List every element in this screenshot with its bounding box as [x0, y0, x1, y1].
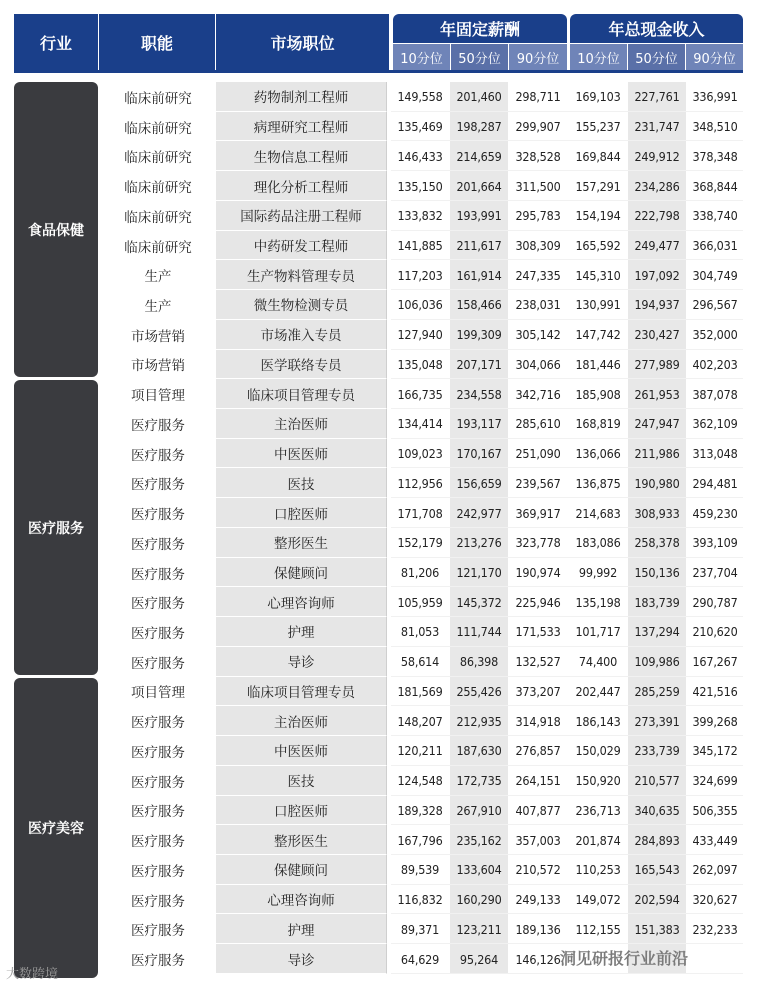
total-p90-cell: 232,233	[692, 921, 738, 937]
group-medical-service: 医疗服务	[14, 380, 98, 675]
header-fixed-salary: 年固定薪酬	[393, 14, 567, 43]
fixed-p10-cell: 166,735	[397, 386, 443, 402]
table-row	[98, 528, 743, 558]
position-cell: 理化分析工程师	[216, 171, 387, 201]
fixed-p10-cell: 120,211	[397, 743, 443, 759]
fixed-p10-cell: 58,614	[400, 654, 440, 670]
fixed-p50-cell: 234,558	[450, 379, 508, 409]
position-cell: 中医医师	[216, 736, 387, 766]
position-cell: 口腔医师	[216, 796, 387, 826]
total-p50-cell: 284,893	[628, 825, 686, 855]
subheader-fixed-p50: 50分位	[451, 44, 508, 70]
fixed-p10-cell: 171,708	[397, 505, 443, 521]
table-row	[98, 855, 743, 885]
total-p10-cell: 169,103	[575, 89, 621, 105]
watermark-left: 大数跨境	[6, 967, 59, 982]
fixed-p90-cell: 276,857	[515, 743, 561, 759]
total-p10-cell: 101,717	[575, 624, 621, 640]
fixed-p50-cell: 201,664	[450, 171, 508, 201]
fixed-p10-cell: 141,885	[397, 238, 443, 253]
total-p10-cell: 169,844	[575, 148, 621, 164]
function-cell: 医疗服务	[131, 834, 185, 851]
total-p10-cell: 236,713	[575, 802, 621, 818]
total-p50-cell: 202,594	[628, 885, 686, 915]
total-p50-cell: 230,427	[628, 320, 686, 350]
function-cell: 生产	[144, 298, 172, 315]
total-p50-cell: 231,747	[628, 112, 686, 142]
table-row	[98, 350, 743, 380]
fixed-p50-cell: 267,910	[450, 796, 508, 826]
function-cell: 临床前研究	[124, 180, 192, 197]
function-cell: 医疗服务	[131, 953, 185, 970]
subheader-total-p90: 90分位	[686, 44, 743, 70]
total-p90-cell: 368,844	[692, 178, 738, 194]
fixed-p10-cell: 116,832	[397, 892, 443, 908]
table-row	[98, 171, 743, 201]
position-cell: 主治医师	[216, 706, 387, 736]
fixed-p90-cell: 249,133	[515, 892, 561, 908]
total-p10-cell: 110,253	[575, 862, 621, 878]
function-cell: 医疗服务	[131, 774, 185, 791]
total-p50-cell: 233,739	[628, 736, 686, 766]
group-food-health: 食品保健	[14, 82, 98, 377]
total-p10-cell: 150,920	[575, 773, 621, 789]
fixed-p90-cell: 132,527	[515, 654, 561, 670]
fixed-p10-cell: 89,539	[400, 862, 440, 878]
fixed-p10-cell: 135,150	[397, 178, 443, 194]
total-p10-cell: 214,683	[575, 505, 621, 521]
fixed-p50-cell: 242,977	[450, 498, 508, 528]
fixed-p10-cell: 112,956	[397, 475, 443, 491]
function-cell: 项目管理	[131, 388, 185, 405]
total-p50-cell: 183,739	[628, 587, 686, 617]
fixed-p50-cell: 86,398	[450, 647, 508, 677]
fixed-p10-cell: 133,832	[397, 208, 443, 224]
subheader-total-p50: 50分位	[628, 44, 685, 70]
header-industry: 行业	[14, 14, 98, 70]
table-row	[98, 885, 743, 915]
function-cell: 医疗服务	[131, 417, 185, 434]
fixed-p50-cell: 201,460	[450, 82, 508, 112]
function-cell: 医疗服务	[131, 893, 185, 910]
fixed-p10-cell: 135,469	[397, 119, 443, 135]
fixed-p50-cell: 160,290	[450, 885, 508, 915]
function-cell: 临床前研究	[124, 239, 192, 256]
fixed-p90-cell: 298,711	[515, 89, 561, 105]
position-cell: 国际药品注册工程师	[216, 201, 387, 231]
fixed-p90-cell: 304,066	[515, 356, 561, 372]
fixed-p50-cell: 198,287	[450, 112, 508, 142]
subheader-fixed-p10: 10分位	[393, 44, 450, 70]
total-p10-cell: 185,908	[575, 386, 621, 402]
table-row	[98, 290, 743, 320]
fixed-p90-cell: 308,309	[515, 238, 561, 253]
function-cell: 医疗服务	[131, 447, 185, 464]
table-row	[98, 796, 743, 826]
total-p10-cell: 150,029	[575, 743, 621, 759]
total-p50-cell: 190,980	[628, 468, 686, 498]
position-cell: 临床项目管理专员	[216, 379, 387, 409]
fixed-p50-cell: 170,167	[450, 439, 508, 469]
total-p90-cell: 506,355	[692, 802, 738, 818]
total-p10-cell: 155,237	[575, 119, 621, 135]
fixed-p10-cell: 127,940	[397, 327, 443, 343]
fixed-p50-cell: 121,170	[450, 558, 508, 588]
subheader-total-p10: 10分位	[570, 44, 627, 70]
total-p90-cell: 324,699	[692, 773, 738, 789]
fixed-p90-cell: 407,877	[515, 802, 561, 818]
position-cell: 导诊	[216, 944, 387, 974]
position-cell: 医技	[216, 766, 387, 796]
total-p50-cell: 273,391	[628, 706, 686, 736]
fixed-p90-cell: 239,567	[515, 475, 561, 491]
total-p90-cell: 304,749	[692, 267, 738, 283]
total-p10-cell: 165,592	[575, 238, 621, 253]
fixed-p50-cell: 214,659	[450, 141, 508, 171]
position-cell: 生产物料管理专员	[216, 260, 387, 290]
position-cell: 药物制剂工程师	[216, 82, 387, 112]
table-row	[98, 231, 743, 261]
fixed-p90-cell: 171,533	[515, 624, 561, 640]
table-row	[98, 825, 743, 855]
table-row	[98, 409, 743, 439]
total-p50-cell: 234,286	[628, 171, 686, 201]
total-p90-cell: 378,348	[692, 148, 738, 164]
total-p90-cell: 421,516	[692, 683, 738, 699]
position-cell: 保健顾问	[216, 855, 387, 885]
fixed-p10-cell: 105,959	[397, 594, 443, 610]
total-p10-cell: 136,875	[575, 475, 621, 491]
table-row	[98, 647, 743, 677]
function-cell: 生产	[144, 269, 172, 286]
fixed-p10-cell: 106,036	[397, 297, 443, 313]
position-cell: 护理	[216, 617, 387, 647]
fixed-p10-cell: 181,569	[397, 683, 443, 699]
position-cell: 导诊	[216, 647, 387, 677]
position-cell: 市场准入专员	[216, 320, 387, 350]
total-p90-cell: 366,031	[692, 238, 738, 253]
header-rule	[14, 70, 743, 73]
total-p10-cell: 74,400	[578, 654, 618, 670]
position-cell: 口腔医师	[216, 498, 387, 528]
total-p90-cell: 210,620	[692, 624, 738, 640]
function-cell: 医疗服务	[131, 804, 185, 821]
fixed-p10-cell: 117,203	[397, 267, 443, 283]
fixed-p50-cell: 172,735	[450, 766, 508, 796]
position-cell: 心理咨询师	[216, 885, 387, 915]
function-cell: 医疗服务	[131, 566, 185, 583]
function-cell: 医疗服务	[131, 507, 185, 524]
total-p50-cell: 151,383	[628, 914, 686, 944]
total-p10-cell: 149,072	[575, 892, 621, 908]
fixed-p50-cell: 255,426	[450, 677, 508, 707]
function-cell: 市场营销	[131, 328, 185, 345]
fixed-p10-cell: 109,023	[397, 446, 443, 462]
table-row	[98, 201, 743, 231]
function-cell: 医疗服务	[131, 744, 185, 761]
fixed-p50-cell: 187,630	[450, 736, 508, 766]
total-p90-cell: 393,109	[692, 535, 738, 551]
fixed-p10-cell: 81,053	[400, 624, 440, 640]
fixed-p50-cell: 193,117	[450, 409, 508, 439]
total-p10-cell: 168,819	[575, 416, 621, 432]
position-cell: 心理咨询师	[216, 587, 387, 617]
fixed-p90-cell: 373,207	[515, 683, 561, 699]
fixed-p10-cell: 135,048	[397, 356, 443, 372]
fixed-p10-cell: 64,629	[400, 951, 440, 967]
position-cell: 医技	[216, 468, 387, 498]
header-function: 职能	[99, 14, 215, 70]
fixed-p10-cell: 134,414	[397, 416, 443, 432]
total-p90-cell: 352,000	[692, 327, 738, 343]
table-row	[98, 320, 743, 350]
function-cell: 医疗服务	[131, 655, 185, 672]
total-p10-cell: 183,086	[575, 535, 621, 551]
fixed-p90-cell: 210,572	[515, 862, 561, 878]
total-p50-cell: 308,933	[628, 498, 686, 528]
table-row	[98, 587, 743, 617]
total-p50-cell: 249,912	[628, 141, 686, 171]
total-p50-cell: 247,947	[628, 409, 686, 439]
fixed-p50-cell: 207,171	[450, 350, 508, 380]
total-p50-cell: 222,798	[628, 201, 686, 231]
total-p50-cell: 258,378	[628, 528, 686, 558]
total-p10-cell: 201,874	[575, 832, 621, 848]
function-cell: 医疗服务	[131, 625, 185, 642]
total-p90-cell: 320,627	[692, 892, 738, 908]
function-cell: 市场营销	[131, 358, 185, 375]
function-cell: 医疗服务	[131, 863, 185, 880]
fixed-p10-cell: 146,433	[397, 148, 443, 164]
header-total-cash: 年总现金收入	[570, 14, 743, 43]
fixed-p90-cell: 305,142	[515, 327, 561, 343]
table-row	[98, 617, 743, 647]
function-cell: 医疗服务	[131, 923, 185, 940]
fixed-p50-cell: 145,372	[450, 587, 508, 617]
total-p10-cell: 136,066	[575, 446, 621, 462]
total-p90-cell: 348,510	[692, 119, 738, 135]
table-row	[98, 766, 743, 796]
total-p10-cell: 154,194	[575, 208, 621, 224]
total-p90-cell: 262,097	[692, 862, 738, 878]
position-cell: 护理	[216, 914, 387, 944]
table-row	[98, 260, 743, 290]
fixed-p10-cell: 167,796	[397, 832, 443, 848]
total-p50-cell: 197,092	[628, 260, 686, 290]
total-p10-cell: 130,991	[575, 297, 621, 313]
table-row	[98, 468, 743, 498]
fixed-p50-cell: 212,935	[450, 706, 508, 736]
position-cell: 中药研发工程师	[216, 231, 387, 261]
total-p90-cell: 362,109	[692, 416, 738, 432]
total-p50-cell: 249,477	[628, 231, 686, 261]
total-p90-cell	[687, 944, 743, 974]
table-row	[98, 498, 743, 528]
total-p90-cell: 336,991	[692, 89, 738, 105]
total-p10-cell: 147,742	[575, 327, 621, 343]
total-p90-cell: 433,449	[692, 832, 738, 848]
total-p50-cell: 277,989	[628, 350, 686, 380]
total-p90-cell: 237,704	[692, 565, 738, 581]
total-p10-cell: 202,447	[575, 683, 621, 699]
table-row	[98, 677, 743, 707]
fixed-p90-cell: 189,136	[515, 921, 561, 937]
fixed-p90-cell: 247,335	[515, 267, 561, 283]
total-p10-cell: 181,446	[575, 356, 621, 372]
fixed-p50-cell: 156,659	[450, 468, 508, 498]
total-p90-cell: 294,481	[692, 475, 738, 491]
function-cell: 医疗服务	[131, 477, 185, 494]
subheader-fixed-p90: 90分位	[509, 44, 567, 70]
fixed-p10-cell: 124,548	[397, 773, 443, 789]
fixed-p90-cell: 357,003	[515, 832, 561, 848]
table-row	[98, 914, 743, 944]
total-p50-cell: 109,986	[628, 647, 686, 677]
total-p50-cell: 227,761	[628, 82, 686, 112]
fixed-p50-cell: 111,744	[450, 617, 508, 647]
table-row	[98, 736, 743, 766]
function-cell: 临床前研究	[124, 90, 192, 107]
fixed-p10-cell: 148,207	[397, 713, 443, 729]
total-p10-cell: 186,143	[575, 713, 621, 729]
fixed-p50-cell: 133,604	[450, 855, 508, 885]
fixed-p90-cell: 225,946	[515, 594, 561, 610]
fixed-p90-cell: 251,090	[515, 446, 561, 462]
fixed-p90-cell: 295,783	[515, 208, 561, 224]
total-p50-cell: 137,294	[628, 617, 686, 647]
function-cell: 临床前研究	[124, 150, 192, 167]
total-p50-cell: 150,136	[628, 558, 686, 588]
total-p90-cell: 338,740	[692, 208, 738, 224]
watermark-right: 洞见研报行业前沿	[560, 949, 689, 968]
fixed-p50-cell: 95,264	[450, 944, 508, 974]
total-p90-cell: 167,267	[692, 654, 738, 670]
total-p90-cell: 296,567	[692, 297, 738, 313]
position-cell: 中医医师	[216, 439, 387, 469]
fixed-p90-cell: 299,907	[515, 119, 561, 135]
position-cell: 微生物检测专员	[216, 290, 387, 320]
total-p90-cell: 313,048	[692, 446, 738, 462]
function-cell: 临床前研究	[124, 120, 192, 137]
total-p50-cell: 165,543	[628, 855, 686, 885]
position-cell: 整形医生	[216, 825, 387, 855]
total-p90-cell: 345,172	[692, 743, 738, 759]
fixed-p90-cell: 190,974	[515, 565, 561, 581]
table-row	[98, 82, 743, 112]
fixed-p10-cell: 149,558	[397, 89, 443, 105]
position-cell: 整形医生	[216, 528, 387, 558]
position-cell: 医学联络专员	[216, 350, 387, 380]
position-cell: 病理研究工程师	[216, 112, 387, 142]
fixed-p90-cell: 342,716	[515, 386, 561, 402]
table-row	[98, 439, 743, 469]
fixed-p10-cell: 189,328	[397, 802, 443, 818]
total-p10-cell: 157,291	[575, 178, 621, 194]
fixed-p50-cell: 193,991	[450, 201, 508, 231]
fixed-p90-cell: 323,778	[515, 535, 561, 551]
table-row	[98, 558, 743, 588]
fixed-p10-cell: 152,179	[397, 535, 443, 551]
total-p50-cell: 211,986	[628, 439, 686, 469]
total-p90-cell: 387,078	[692, 386, 738, 402]
total-p10-cell: 135,198	[575, 594, 621, 610]
fixed-p90-cell: 369,917	[515, 505, 561, 521]
fixed-p50-cell: 211,617	[450, 231, 508, 261]
total-p10-cell: 99,992	[578, 565, 618, 581]
table-row	[98, 706, 743, 736]
total-p90-cell: 459,230	[692, 505, 738, 521]
total-p50-cell: 340,635	[628, 796, 686, 826]
position-cell: 临床项目管理专员	[216, 677, 387, 707]
function-cell: 项目管理	[131, 685, 185, 702]
position-cell: 主治医师	[216, 409, 387, 439]
total-p50-cell: 194,937	[628, 290, 686, 320]
fixed-p50-cell: 213,276	[450, 528, 508, 558]
table-row	[98, 141, 743, 171]
position-cell: 保健顾问	[216, 558, 387, 588]
fixed-p90-cell: 311,500	[515, 178, 561, 194]
fixed-p90-cell: 314,918	[515, 713, 561, 729]
total-p90-cell: 399,268	[692, 713, 738, 729]
fixed-p50-cell: 199,309	[450, 320, 508, 350]
position-cell: 生物信息工程师	[216, 141, 387, 171]
total-p50-cell: 210,577	[628, 766, 686, 796]
fixed-p90-cell: 264,151	[515, 773, 561, 789]
fixed-p50-cell: 158,466	[450, 290, 508, 320]
header-position: 市场职位	[216, 14, 389, 70]
fixed-p90-cell: 146,126	[515, 951, 561, 967]
function-cell: 医疗服务	[131, 715, 185, 732]
fixed-p90-cell: 285,610	[515, 416, 561, 432]
total-p50-cell: 261,953	[628, 379, 686, 409]
function-cell: 医疗服务	[131, 596, 185, 613]
total-p50-cell: 285,259	[628, 677, 686, 707]
table-row	[98, 112, 743, 142]
fixed-p50-cell: 161,914	[450, 260, 508, 290]
fixed-p50-cell: 123,211	[450, 914, 508, 944]
fixed-p50-cell: 235,162	[450, 825, 508, 855]
total-p10-cell: 145,310	[575, 267, 621, 283]
group-medical-beauty: 医疗美容	[14, 678, 98, 978]
total-p90-cell: 290,787	[692, 594, 738, 610]
fixed-p10-cell: 89,371	[400, 921, 440, 937]
row-divider	[391, 973, 743, 974]
function-cell: 临床前研究	[124, 209, 192, 226]
fixed-p90-cell: 238,031	[515, 297, 561, 313]
table-row	[98, 379, 743, 409]
function-cell: 医疗服务	[131, 536, 185, 553]
total-p90-cell: 402,203	[692, 356, 738, 372]
fixed-p10-cell: 81,206	[400, 565, 440, 581]
fixed-p90-cell: 328,528	[515, 148, 561, 164]
total-p10-cell: 112,155	[575, 921, 621, 937]
